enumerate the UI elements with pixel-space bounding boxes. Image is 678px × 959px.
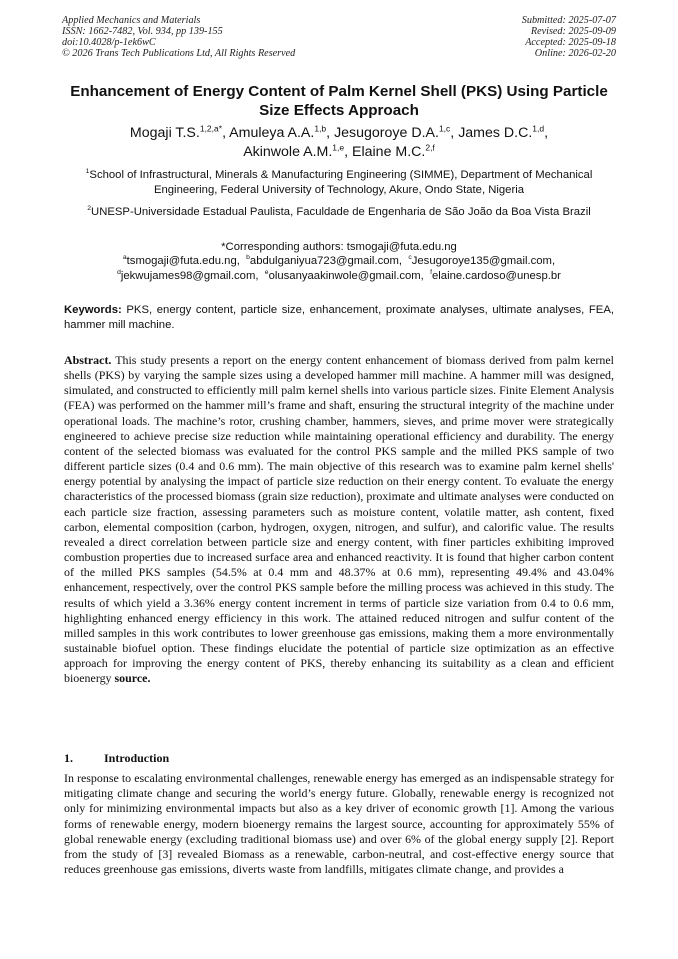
journal-name: Applied Mechanics and Materials — [62, 15, 201, 26]
abstract-text: This study presents a report on the energy content enhancement of biomass derived from palm kernel shells (PKS) by varying the sample sizes using a developed hammer mill machine. A hammer mill was designed, simulated, and constructed to efficiently mill palm kernel shells into various particle sizes. Finite Element Analysis (FEA) was performed on the hammer mill’s frame and shaft, ensuring the structural integrity of the machine under operational loads. The machine’s rotor, crushing chamber, hammers, sieves, and prime mover were strategically engineered to achieve precise size reduction while maintaining operational efficiency and durability. The energy content of the selected biomass was evaluated for the control PKS sample and the milled PKS sample of two different particle sizes (0.4 and 0.6 mm). The main objective of this research was to examine palm kernel shells' energy potential by analysing the impact of particle size reduction on their energy content. To evaluate the energy characteristics of the processed biomass (grain size reduction), proximate and ultimate analyses were conducted on each particle size fraction, assessing parameters such as moisture content, volatile matter, ash content, fixed carbon, elemental composition (carbon, hydrogen, oxygen, nitrogen, and sulfur), and calorific value. The results revealed a direct correlation between particle size and energy content, with finer particles exhibiting improved combustion properties due to increased surface area and enhanced reactivity. It is found that higher carbon content of the milled PKS samples (54.5% at 0.4 mm and 48.37% at 0.6 mm), representing 49.4% and 43.04% enhancement, respectively, over the control PKS sample before the milling process was achieved in this study. The results of which yield a 3.36% energy content increment in terms of particle size variation from 0.4 to 0.6 mm, highlighting enhanced energy efficiency in this work. The attained reduced nitrogen and sulfur content of the milled samples in this work contributes to lower greenhouse gas emissions, making them a more environmentally sustainable biofuel option. These findings elucidate the potential of particle size optimization as an effective approach for improving the energy content of PKS, thereby enhancing its suitability as a clean and efficient bioenergy — [64, 353, 614, 686]
author: Jesugoroye D.A.$^{1,c}$, — [334, 123, 459, 141]
keywords-label: Keywords: — [64, 304, 122, 316]
email: $^e$olusanyaakinwole@gmail.com, — [264, 268, 424, 282]
section-heading — [64, 751, 169, 766]
affiliation-1: $^1$School of Infrastructural, Minerals & Manufacturing Engineering (SIMME), Department of Mechanical Engineering, Federal University of Technology, Akure, Ondo State, Nigeria — [85, 168, 593, 196]
author: Akinwole A.M.$^{1,e}$, — [243, 142, 353, 160]
journal-issn: ISSN: 1662-7482, Vol. 934, pp 139-155 — [62, 25, 223, 37]
email: $^f$elaine.cardoso@unesp.br — [430, 268, 561, 282]
corresponding-author: *Corresponding authors: tsmogaji@futa.edu.ng — [221, 241, 457, 253]
author: Mogaji T.S.$^{1,2,a*}$, — [129, 123, 230, 141]
author-list — [60, 124, 618, 162]
date-accepted: Accepted: 2025-09-18 — [525, 36, 616, 48]
author: Amuleya A.A.$^{1,b}$, — [229, 123, 335, 141]
author-emails — [60, 254, 618, 283]
journal-header — [62, 16, 295, 60]
abstract — [64, 353, 614, 686]
abstract-last-word: source. — [114, 671, 151, 686]
date-online: Online: 2026-02-20 — [534, 47, 616, 59]
email: $^a$tsmogaji@futa.edu.ng, — [122, 254, 240, 267]
date-submitted: Submitted: 2025-07-07 — [521, 15, 616, 26]
section-title: Introduction — [104, 751, 170, 765]
introduction-paragraph: In response to escalating environmental challenges, renewable energy has emerged as an indispensable strategy for mitigating climate change and securing the world’s energy future. Globally, renewable energy is recognized not only for minimizing environmental impacts but also as a key driver of economic growth [1]. Among the various forms of renewable energy, modern bioenergy remains the largest source, accounting for approximately 55% of global renewable energy (excluding traditional biomass use) and over 6% of the global energy supply [2]. Report from the study of [3] revealed Biomass as a renewable, carbon-neutral, and cost-effective energy source that reduces greenhouse gas emissions, diverts waste from landfills, mitigates climate change, and provides a — [64, 771, 614, 877]
affiliation-2: $^2$UNESP-Universidade Estadual Paulista, Faculdade de Engenharia de São João da Boa Vista Brazil — [87, 205, 591, 218]
dates-header — [522, 16, 616, 60]
section-number: 1. — [64, 751, 73, 765]
email: $^c$Jesugoroye135@gmail.com, — [408, 254, 556, 267]
date-revised: Revised: 2025-09-09 — [530, 25, 616, 37]
author: James D.C.$^{1,d}$, — [458, 123, 549, 141]
keywords — [64, 303, 614, 333]
author: Elaine M.C.$^{2,f}$ — [352, 142, 435, 160]
email: $^d$jekwujames98@gmail.com, — [117, 268, 259, 282]
email: $^b$abdulganiyua723@gmail.com, — [246, 254, 403, 267]
abstract-label: Abstract. — [64, 353, 112, 367]
paper-title: Enhancement of Energy Content of Palm Kernel Shell (PKS) Using Particle Size Effects Approach — [70, 83, 608, 119]
journal-doi: doi:10.4028/p-1ek6wC — [62, 36, 156, 48]
keywords-text: PKS, energy content, particle size, enhancement, proximate analyses, ultimate analyses, FEA, hammer mill machine. — [64, 304, 615, 331]
journal-copyright: © 2026 Trans Tech Publications Ltd, All Rights Reserved — [62, 47, 296, 59]
